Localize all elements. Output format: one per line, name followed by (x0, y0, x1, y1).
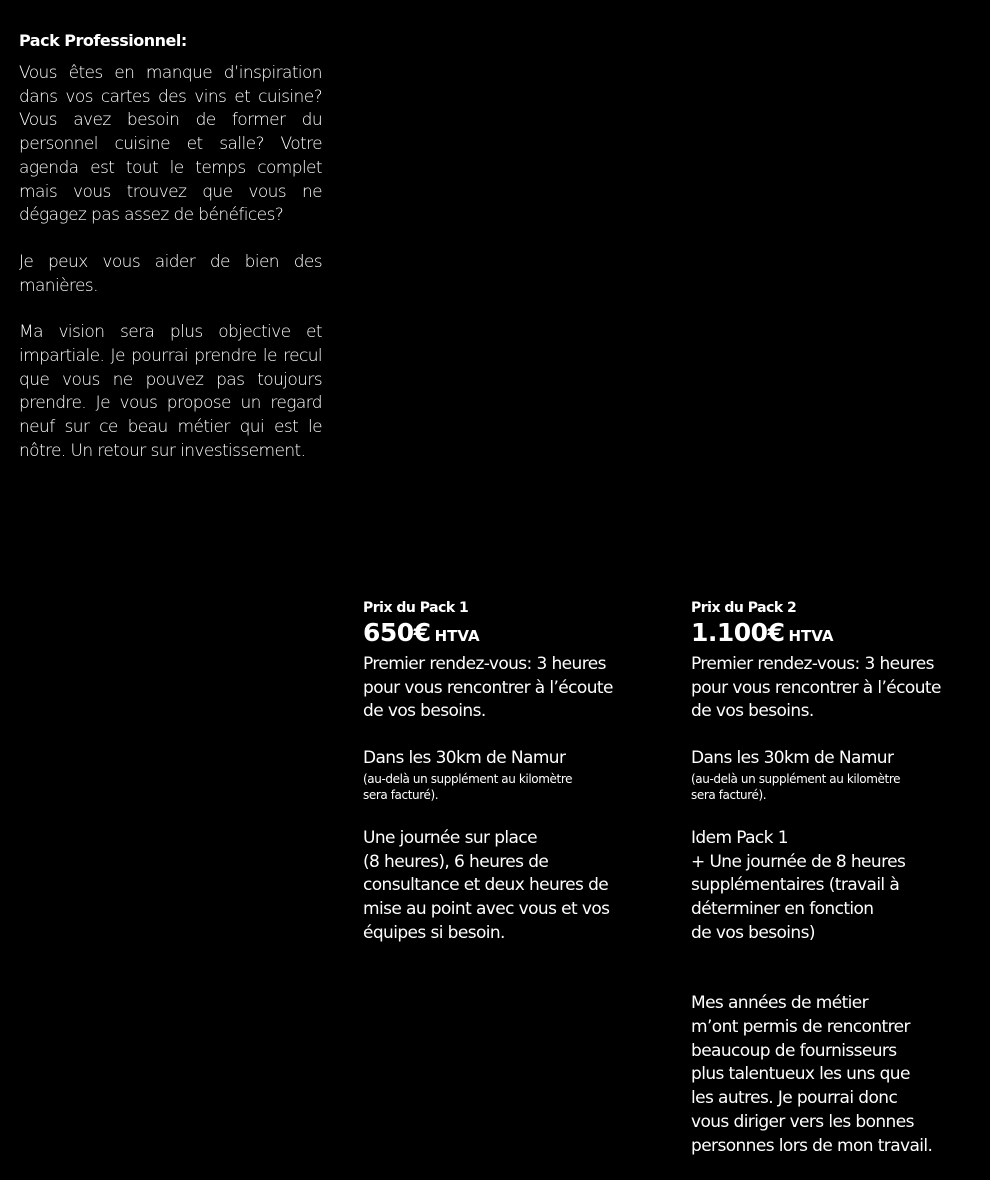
pack-1-price (363, 618, 653, 651)
intro-title: Pack Professionnel: (19, 31, 187, 50)
pack-2-area: Dans les 30km de Namur (691, 748, 894, 769)
pack-2-column (691, 598, 981, 1158)
pack-2-price-unit: HTVA (788, 627, 834, 645)
pack-1-column (363, 598, 653, 945)
pack-2-price-amount: 1.100€ (691, 618, 785, 647)
intro-paragraph-2: Je peux vous aider de bien des manières. (19, 251, 322, 296)
intro-paragraph-1: Vous êtes en manque d’inspiration dans vos cartes des vins et cuisine? Vous avez besoin de former du personnel cuisine et salle? Votre agenda est tout le temps complet mais vous trouvez que vous ne dégagez pas assez de bénéfices? (19, 63, 322, 226)
pack-2-extra: Mes années de métier m’ont permis de rencontrer beaucoup de fournisseurs plus talentueux les uns que les autres. Je pourrai donc vous diriger vers les bonnes personnes lors de mon travail. (691, 993, 933, 1156)
pack-1-price-unit: HTVA (434, 627, 480, 645)
intro-paragraph-3: Ma vision sera plus objective et impartiale. Je pourrai prendre le recul que vous ne pouvez pas toujours prendre. Je vous propose un regard neuf sur ce beau métier qui est le nôtre. Un retour sur investissement. (19, 322, 322, 461)
pack-2-label: Prix du Pack 2 (691, 600, 797, 616)
pack-1-first-meeting: Premier rendez-vous: 3 heures pour vous rencontrer à l’écoute de vos besoins. (363, 654, 613, 722)
pack-1-area-note: (au-delà un supplément au kilomètre sera facturé). (363, 771, 573, 802)
pack-1-area: Dans les 30km de Namur (363, 748, 566, 769)
spacer (363, 724, 653, 747)
pack-1-price-amount: 650€ (363, 618, 431, 647)
spacer (363, 803, 653, 827)
pack-1-label: Prix du Pack 1 (363, 600, 469, 616)
pack-2-area-note: (au-delà un supplément au kilomètre sera facturé). (691, 771, 901, 802)
pack-2-first-meeting: Premier rendez-vous: 3 heures pour vous rencontrer à l’écoute de vos besoins. (691, 654, 941, 722)
pack-2-details: Idem Pack 1 + Une journée de 8 heures supplémentaires (travail à déterminer en fonction de vos besoins) (691, 827, 906, 943)
spacer (691, 724, 981, 747)
pack-2-price (691, 618, 981, 651)
pack-1-details: Une journée sur place (8 heures), 6 heures de consultance et deux heures de mise au point avec vous et vos équipes si besoin. (363, 827, 610, 943)
intro-section (19, 30, 322, 487)
spacer (691, 803, 981, 827)
spacer (691, 945, 981, 992)
